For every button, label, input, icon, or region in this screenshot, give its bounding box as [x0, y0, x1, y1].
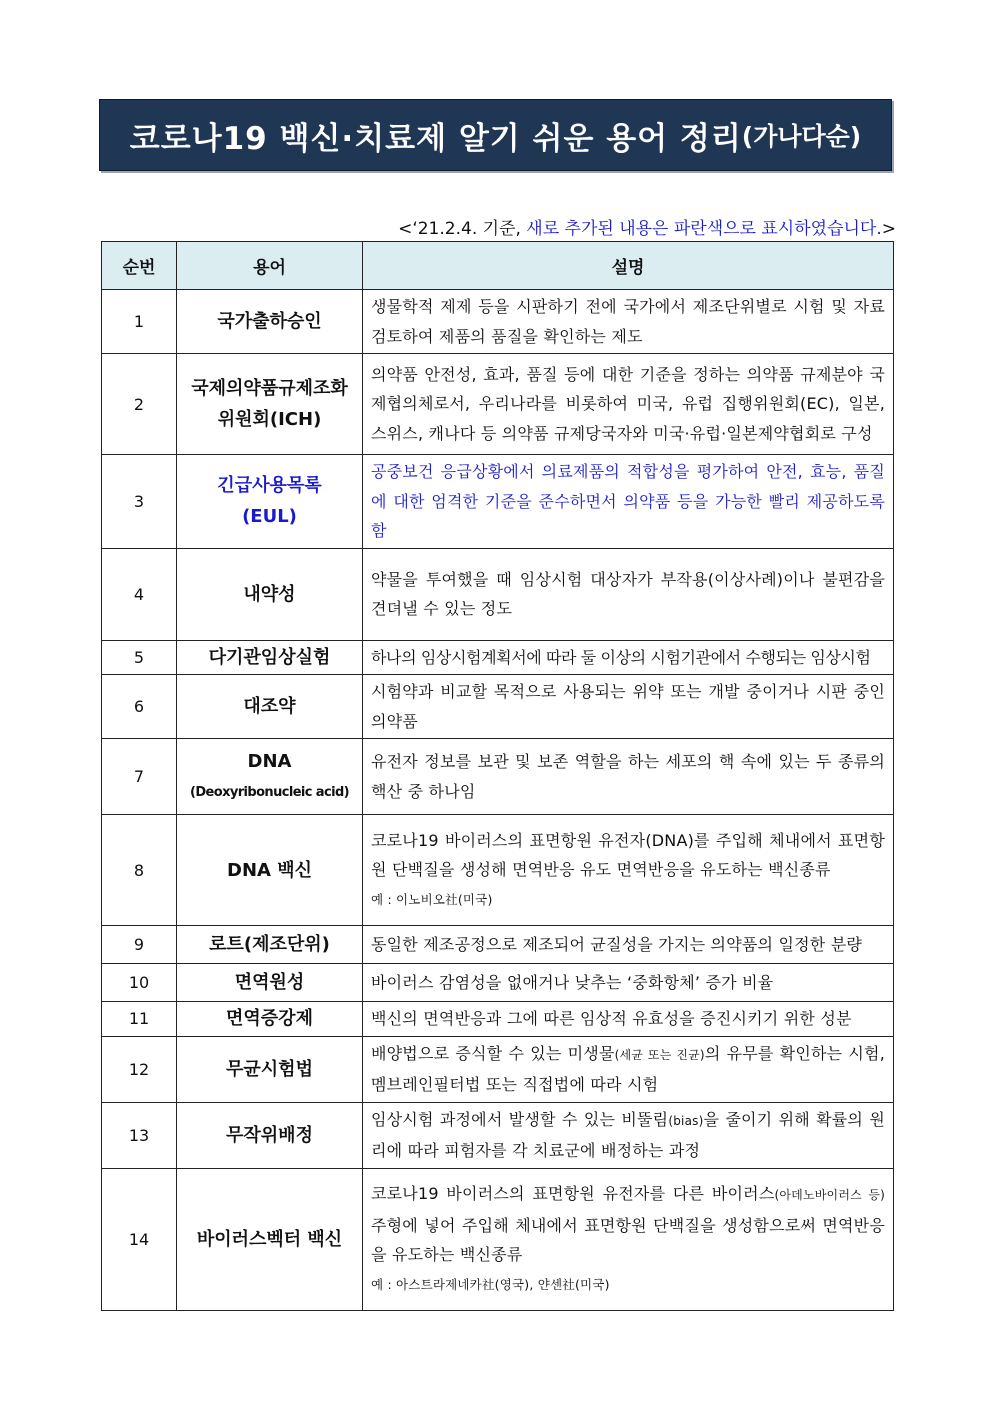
- row-num: 2: [102, 354, 177, 455]
- row-desc-text: 코로나19 바이러스의 표면항원 유전자(DNA)를 주입해 체내에서 표면항원 단백질을 생성해 면역반응 유도 면역반응을 유도하는 백신종류: [371, 830, 885, 880]
- row-term-line2: (Deoxyribonucleic acid): [189, 784, 349, 800]
- row-desc-small: (아데노바이러스 등): [774, 1188, 885, 1202]
- title-main: 코로나19 백신·치료제 알기 쉬운 용어 정리: [129, 120, 742, 157]
- header-num: 순번: [102, 242, 177, 290]
- row-num: 10: [102, 964, 177, 1002]
- table-row: [102, 815, 894, 926]
- table-row: [102, 640, 894, 675]
- row-desc-small: (bias): [668, 1113, 704, 1128]
- row-term: [177, 354, 363, 455]
- row-term: 국가출하승인: [177, 290, 363, 354]
- row-term: 바이러스벡터 백신: [177, 1168, 363, 1310]
- row-desc-a: 임상시험 과정에서 발생할 수 있는 비뚤림: [371, 1109, 669, 1129]
- row-desc: 의약품 안전성, 효과, 품질 등에 대한 기준을 정하는 의약품 규제분야 국제협의체로서, 우리나라를 비롯하여 미국, 유럽 집행위원회(EC), 일본, 스위스, 캐나다 등 의약품 규제당국자와 미국·유럽·일본제약협회로 구성: [363, 354, 894, 455]
- row-term: [177, 455, 363, 549]
- row-desc: [363, 1036, 894, 1102]
- note-prefix: <‘21.2.4. 기준,: [398, 219, 527, 239]
- table-row: [102, 926, 894, 964]
- terms-table: [101, 241, 894, 1311]
- row-num: 5: [102, 640, 177, 675]
- table-row: [102, 548, 894, 640]
- note-suffix: >: [881, 219, 896, 239]
- row-desc-b: 주형에 넣어 주입해 체내에서 표면항원 단백질을 생성함으로써 면역반응을 유도하는 백신종류: [371, 1215, 885, 1264]
- row-term-line1: 긴급사용목록: [217, 475, 322, 497]
- table-row: [102, 1036, 894, 1102]
- row-term-line1: DNA: [247, 750, 292, 772]
- row-term: 무균시험법: [177, 1036, 363, 1102]
- row-term-line2: 위원회(ICH): [217, 409, 322, 430]
- title-sub: (가나다순): [741, 122, 862, 151]
- row-desc: 시험약과 비교할 목적으로 사용되는 위약 또는 개발 중이거나 시판 중인 의약품: [363, 675, 894, 739]
- row-desc: [363, 1102, 894, 1168]
- table-row: [102, 354, 894, 455]
- row-term: 무작위배정: [177, 1102, 363, 1168]
- row-desc-small: (세균 또는 진균): [614, 1047, 705, 1062]
- row-desc: [363, 815, 894, 926]
- row-num: 4: [102, 548, 177, 640]
- row-term: [177, 739, 363, 815]
- row-num: 13: [102, 1102, 177, 1168]
- row-num: 12: [102, 1036, 177, 1102]
- row-term: 면역증강제: [177, 1002, 363, 1037]
- row-term: 내약성: [177, 548, 363, 640]
- row-desc-a: 코로나19 바이러스의 표면항원 유전자를 다른 바이러스: [371, 1184, 775, 1203]
- row-desc: 백신의 면역반응과 그에 따른 임상적 유효성을 증진시키기 위한 성분: [363, 1002, 894, 1037]
- row-num: 1: [102, 290, 177, 354]
- note-blue: 새로 추가된 내용은 파란색으로 표시하였습니다.: [526, 219, 882, 239]
- row-desc: 바이러스 감염성을 없애거나 낮추는 ‘중화항체’ 증가 비율: [363, 964, 894, 1002]
- row-desc: 생물학적 제제 등을 시판하기 전에 국가에서 제조단위별로 시험 및 자료 검토하여 제품의 품질을 확인하는 제도: [363, 290, 894, 354]
- row-desc: 유전자 정보를 보관 및 보존 역할을 하는 세포의 핵 속에 있는 두 종류의 핵산 중 하나임: [363, 739, 894, 815]
- row-desc: [363, 1168, 894, 1310]
- note: [398, 214, 896, 239]
- row-desc: 공중보건 응급상황에서 의료제품의 적합성을 평가하여 안전, 효능, 품질에 대한 엄격한 기준을 준수하면서 의약품 등을 가능한 빨리 제공하도록 함: [363, 455, 894, 549]
- row-term: DNA 백신: [177, 815, 363, 926]
- row-num: 6: [102, 675, 177, 739]
- row-num: 7: [102, 739, 177, 815]
- row-term: 다기관임상실험: [177, 640, 363, 675]
- header-desc: 설명: [363, 242, 894, 290]
- row-desc-b: 의 유무를 확인하는 시험, 멤브레인필터법 또는 직접법에 따라 시험: [371, 1043, 886, 1094]
- row-example: 예 : 이노비오社(미국): [371, 891, 493, 907]
- row-desc-b: 을 줄이기 위해 확률의 원리에 따라 피험자를 각 치료군에 배정하는 과정: [371, 1109, 885, 1160]
- table-row: [102, 1002, 894, 1037]
- row-desc: 약물을 투여했을 때 임상시험 대상자가 부작용(이상사례)이나 불편감을 견뎌낼 수 있는 정도: [363, 548, 894, 640]
- row-num: 9: [102, 926, 177, 964]
- table-row: [102, 964, 894, 1002]
- table-row: [102, 675, 894, 739]
- table-header-row: [102, 242, 894, 290]
- row-term: 면역원성: [177, 964, 363, 1002]
- page-title: [99, 99, 892, 171]
- table-row: [102, 290, 894, 354]
- row-desc: 하나의 임상시험계획서에 따라 둘 이상의 시험기관에서 수행되는 임상시험: [363, 640, 894, 675]
- table-row: [102, 1168, 894, 1310]
- row-term: 대조약: [177, 675, 363, 739]
- row-example: 예 : 아스트라제네카社(영국), 얀센社(미국): [371, 1276, 610, 1292]
- row-num: 11: [102, 1002, 177, 1037]
- row-num: 8: [102, 815, 177, 926]
- table-row: [102, 455, 894, 549]
- row-desc-a: 배양법으로 증식할 수 있는 미생물: [371, 1043, 615, 1063]
- row-num: 14: [102, 1168, 177, 1310]
- header-term: 용어: [177, 242, 363, 290]
- table-row: [102, 739, 894, 815]
- row-num: 3: [102, 455, 177, 549]
- table-row: [102, 1102, 894, 1168]
- row-desc: 동일한 제조공정으로 제조되어 균질성을 가지는 의약품의 일정한 분량: [363, 926, 894, 964]
- row-term-line1: 국제의약품규제조화: [191, 378, 348, 399]
- row-term-line2: (EUL): [242, 506, 297, 528]
- row-term: 로트(제조단위): [177, 926, 363, 964]
